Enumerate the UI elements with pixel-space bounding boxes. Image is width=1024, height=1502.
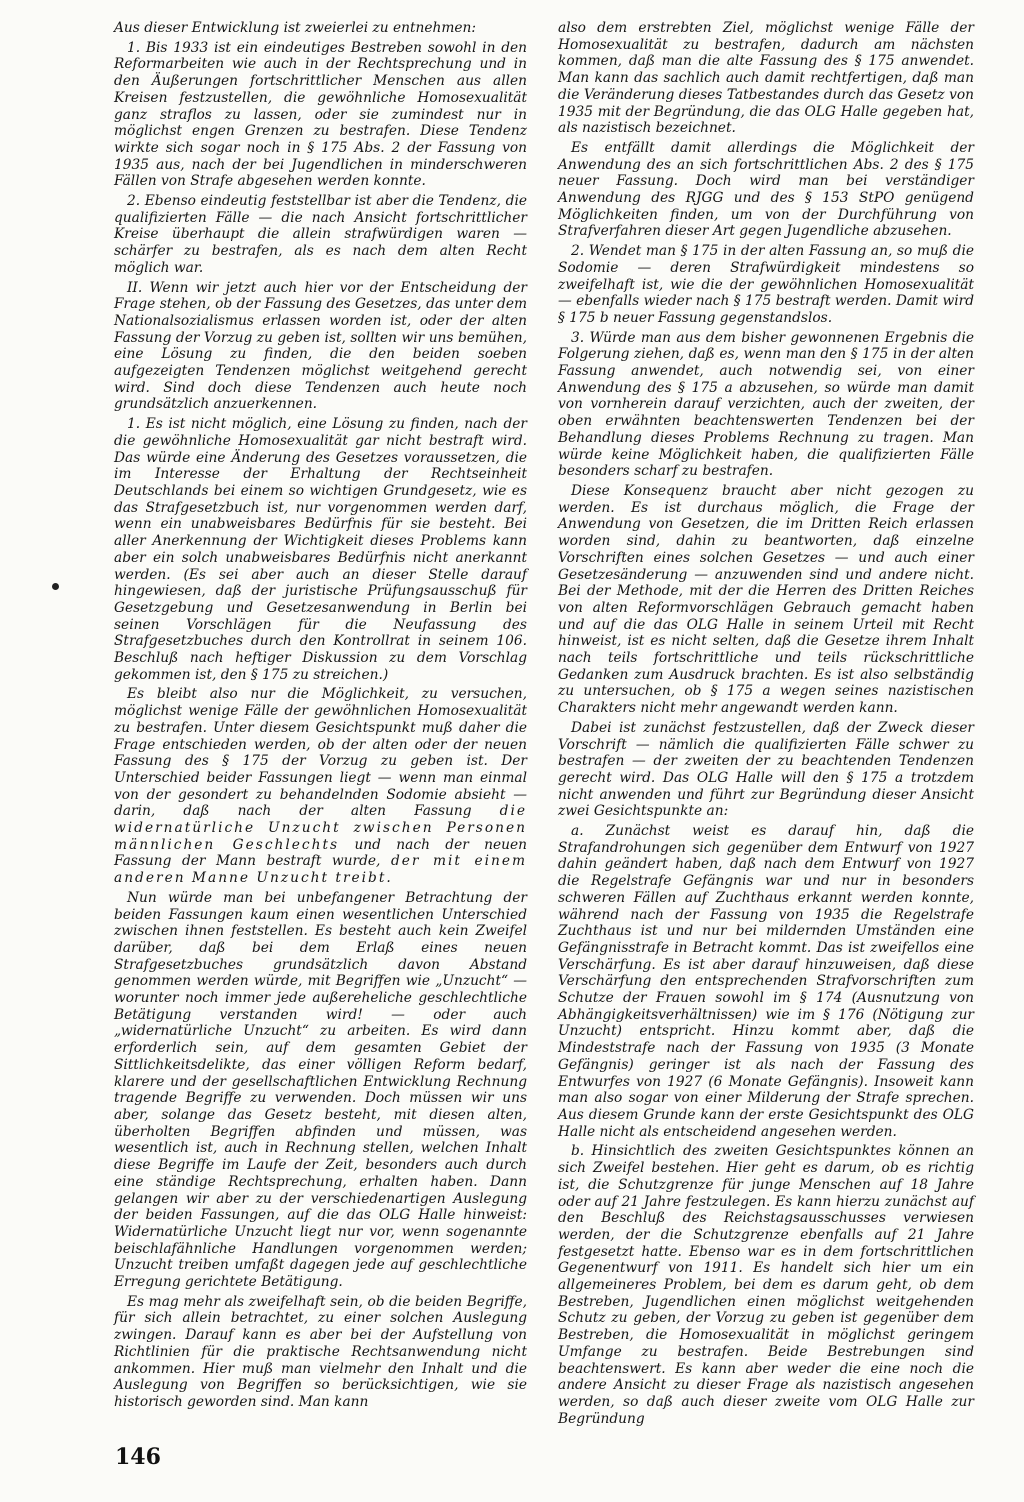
paragraph-text: Es bleibt also nur die Möglichkeit, zu versuchen, möglichst wenige Fälle der gewöhnlichen Homosexualität zu bestrafen. Unter diesem Gesichtspunkt muß daher die Frage entschieden werden, ob der alten oder der neuen Fassung des § 175 der Vorzug zu geben ist. Der Unterschied beider Fassungen liegt — wenn man einmal von der gesondert zu behandelnden Sodomie absieht — darin, daß nach der alten Fassung (114, 686, 527, 820)
paragraph: a. Zunächst weist es darauf hin, daß die Strafandrohungen sich gegenüber dem Entwurf von 1927 dahin geändert haben, daß nach dem Entwurf von 1927 die Regelstrafe Gefängnis war und nur in besonders schweren Fällen auf Zuchthaus erkannt werden konnte, während nach der Fassung von 1935 die Regelstrafe Zuchthaus ist und nur bei mildernden Umständen eine Gefängnisstrafe in Betracht kommt. Das ist zweifellos eine Verschärfung. Es ist aber darauf hinzuweisen, daß diese Verschärfung den entsprechenden Strafvorschriften zum Schutze der Frauen sowohl im § 174 (Ausnutzung von Abhängigkeitsverhältnissen) wie im § 176 (Nötigung zur Unzucht) entspricht. Hinzu kommt aber, daß die Mindeststrafe nach der Fassung von 1935 (3 Monate Gefängnis) geringer ist als nach der Fassung des Entwurfes von 1927 (6 Monate Gefängnis). Insoweit kann man also sogar von einer Milderung der Strafe sprechen. Aus diesem Grunde kann der erste Gesichtspunkt des OLG Halle nicht als entscheidend angesehen werden. (558, 823, 974, 1140)
paragraph: 1. Bis 1933 ist ein eindeutiges Bestreben sowohl in den Reformarbeiten wie auch in der Rechtsprechung und in den Äußerungen fortschrittlicher Menschen aus allen Kreisen festzustellen, die gewöhnliche Homosexualität ganz straflos zu lassen, oder sie zumindest nur in möglichst engen Grenzen zu bestrafen. Diese Tendenz wirkte sich sogar noch in § 175 Abs. 2 der Fassung von 1935 aus, nach der bei Jugendlichen in minderschweren Fällen von Strafe abgesehen werden konnte. (114, 39, 527, 190)
paragraph: 1. Es ist nicht möglich, eine Lösung zu finden, nach der die gewöhnliche Homosexualität gar nicht bestraft wird. Das würde eine Änderung des Gesetzes voraussetzen, die im Interesse der Erhaltung der Rechtseinheit Deutschlands bei einem so wichtigen Grundgesetz, wie es das Strafgesetzbuch ist, nur vorgenommen werden darf, wenn ein unabweisbares Bedürfnis für sie besteht. Bei aller Anerkennung der Wichtigkeit dieses Problems kann aber ein solch unabweisbares Bedürfnis nicht anerkannt werden. (Es sei aber auch an dieser Stelle darauf hingewiesen, daß der juristische Prüfungsausschuß für Gesetzgebung und Gesetzesanwendung in Berlin bei seinen Vorschlägen für die Neufassung des Strafgesetzbuches durch den Kontrollrat in seinem 106. Beschluß nach heftiger Diskussion zu dem Vorschlag gekommen ist, den § 175 zu streichen.) (114, 416, 527, 683)
emphasized-text: der mit einem anderen Manne Unzucht treibt. (114, 853, 528, 887)
paragraph: Dabei ist zunächst festzustellen, daß der Zweck dieser Vorschrift — nämlich die qualifizierten Fälle schwer zu bestrafen — der zweiten der zu beachtenden Tendenzen gerecht wird. Das OLG Halle will den § 175 a trotzdem nicht anwenden und führt zur Begründung dieser Ansicht zwei Gesichtspunkte an: (558, 719, 974, 820)
paragraph: 2. Ebenso eindeutig feststellbar ist aber die Tendenz, die qualifizierten Fälle — die nach Ansicht fortschrittlicher Kreise überhaupt die allein strafwürdigen waren — schärfer zu bestrafen, als es nach dem alten Recht möglich war. (114, 193, 527, 276)
paragraph: 2. Wendet man § 175 in der alten Fassung an, so muß die Sodomie — deren Strafwürdigkeit mindestens so zweifelhaft ist, wie die der gewöhnlichen Homosexualität — ebenfalls wieder nach § 175 bestraft werden. Damit wird § 175 b neuer Fassung gegenstandslos. (558, 243, 974, 326)
paragraph: II. Wenn wir jetzt auch hier vor der Entscheidung der Frage stehen, ob der Fassung des Gesetzes, das unter dem Nationalsozialismus erlassen worden ist, oder der alten Fassung der Vorzug zu geben ist, sollten wir uns bemühen, eine Lösung zu finden, die den beiden soeben aufgezeigten Tendenzen möglichst weitgehend gerecht wird. Sind doch diese Tendenzen auch heute noch grundsätzlich anzuerkennen. (114, 279, 527, 413)
paragraph: Aus dieser Entwicklung ist zweierlei zu entnehmen: (114, 20, 476, 36)
emphasized-text: die widernatürliche Unzucht zwischen Personen männlichen Geschlechts (114, 803, 527, 853)
left-column (114, 20, 527, 1414)
paragraph: 3. Würde man aus dem bisher gewonnenen Ergebnis die Folgerung ziehen, daß es, wenn man den § 175 in der alten Fassung anwendet, auch notwendig sei, von einer Anwendung des § 175 a abzusehen, so würde man damit von vornherein darauf verzichten, auch der zweiten, der oben erwähnten beachtenswerten Tendenzen bei der Behandlung dieses Problems Rechnung zu tragen. Man würde keine Möglichkeit haben, die qualifizierten Fälle besonders scharf zu bestrafen. (558, 329, 974, 480)
paragraph: also dem erstrebten Ziel, möglichst wenige Fälle der Homosexualität zu bestrafen, dadurch am nächsten kommen, daß man die alte Fassung des § 175 anwendet. Man kann das sachlich auch damit rechtfertigen, daß man die Veränderung dieses Tatbestandes durch das Gesetz von 1935 mit der Begründung, die das OLG Halle gegeben hat, als nazistisch bezeichnet. (558, 20, 974, 137)
right-column (558, 20, 974, 1430)
paragraph (114, 686, 527, 886)
paragraph: Es entfällt damit allerdings die Möglichkeit der Anwendung des an sich fortschrittlichen Abs. 2 des § 175 neuer Fassung. Doch wird man bei verständiger Anwendung des RJGG und des § 153 StPO genügend Möglichkeiten finden, um von der Durchführung von Strafverfahren dieser Art gegen Jugendliche abzusehen. (558, 139, 974, 240)
page-number: 146 (115, 1444, 161, 1470)
paragraph: Diese Konsequenz braucht aber nicht gezogen zu werden. Es ist durchaus möglich, die Frage der Anwendung von Gesetzen, die im Dritten Reich erlassen worden sind, dahin zu beantworten, daß einzelne Vorschriften eines solchen Gesetzes — und auch einer Gesetzesänderung — anzuwenden sind und andere nicht. Bei der Methode, mit der die Herren des Dritten Reiches von alten Reformvorschlägen Gebrauch gemacht haben und auf die das OLG Halle in seinem Urteil mit Recht hinweist, ist es nicht selten, daß die Gesetze ihrem Inhalt nach teils fortschrittliche und teils rückschrittliche Gedanken zum Ausdruck brachten. Es ist also selbständig zu untersuchen, ob § 175 a wegen seines nazistischen Charakters nicht mehr angewandt werden kann. (558, 482, 974, 717)
paragraph-text: und nach der neuen Fassung der Mann bestraft wurde, (114, 836, 527, 870)
paragraph: Es mag mehr als zweifelhaft sein, ob die beiden Begriffe, für sich allein betrachtet, zu einer solchen Auslegung zwingen. Darauf kann es aber bei der Aufstellung von Richtlinien für die praktische Rechtsanwendung nicht ankommen. Hier muß man vielmehr den Inhalt und die Auslegung von Begriffen so berücksichtigen, wie sie historisch geworden sind. Man kann (114, 1293, 527, 1410)
paragraph: b. Hinsichtlich des zweiten Gesichtspunktes können an sich Zweifel bestehen. Hier geht es darum, ob es richtig ist, die Schutzgrenze für junge Menschen auf 18 Jahre oder auf 21 Jahre festzulegen. Es kann hierzu zunächst auf den Beschluß des Reichstagsausschusses verwiesen werden, der die Schutzgrenze ebenfalls auf 21 Jahre festgesetzt hatte. Ebenso war es in dem fortschrittlichen Gegenentwurf von 1911. Es handelt sich hier um ein allgemeineres Problem, bei dem es darum geht, ob dem Bestreben, Jugendlichen einen möglichst weitgehenden Schutz zu geben, der Vorzug zu geben ist gegenüber dem Bestreben, die Homosexualität in möglichst geringem Umfange zu bestrafen. Beide Bestrebungen sind beachtenswert. Es kann aber weder die eine noch die andere Ansicht zu dieser Frage als nazistisch angesehen werden, so daß auch dieser zweite vom OLG Halle zur Begründung (558, 1143, 974, 1427)
ink-spot (52, 583, 59, 590)
paragraph: Nun würde man bei unbefangener Betrachtung der beiden Fassungen kaum einen wesentlichen Unterschied zwischen ihnen feststellen. Es besteht auch kein Zweifel darüber, daß bei dem Erlaß eines neuen Strafgesetzbuches grundsätzlich davon Abstand genommen werden würde, mit Begriffen wie „Unzucht“ — worunter noch immer jede außereheliche geschlechtliche Betätigung verstanden wird! — oder auch „widernatürliche Unzucht“ zu arbeiten. Es wird dann erforderlich sein, auf dem gesamten Gebiet der Sittlichkeitsdelikte, das einer völligen Reform bedarf, klarere und der gesellschaftlichen Entwicklung Rechnung tragende Begriffe zu verwenden. Doch müssen wir uns aber, solange das Gesetz besteht, mit diesen alten, überholten Begriffen abfinden und müssen, was wesentlich ist, auch in Rechnung stellen, welchen Inhalt diese Begriffe im Laufe der Zeit, besonders auch durch eine ständige Rechtsprechung, erhalten haben. Dann gelangen wir aber zu der verschiedenartigen Auslegung der beiden Fassungen, auf die das OLG Halle hinweist: Widernatürliche Unzucht liegt nur vor, wenn sogenannte beischlafähnliche Handlungen vorgenommen werden; Unzucht treiben umfaßt dagegen jede auf geschlechtliche Erregung gerichtete Betätigung. (114, 889, 527, 1291)
